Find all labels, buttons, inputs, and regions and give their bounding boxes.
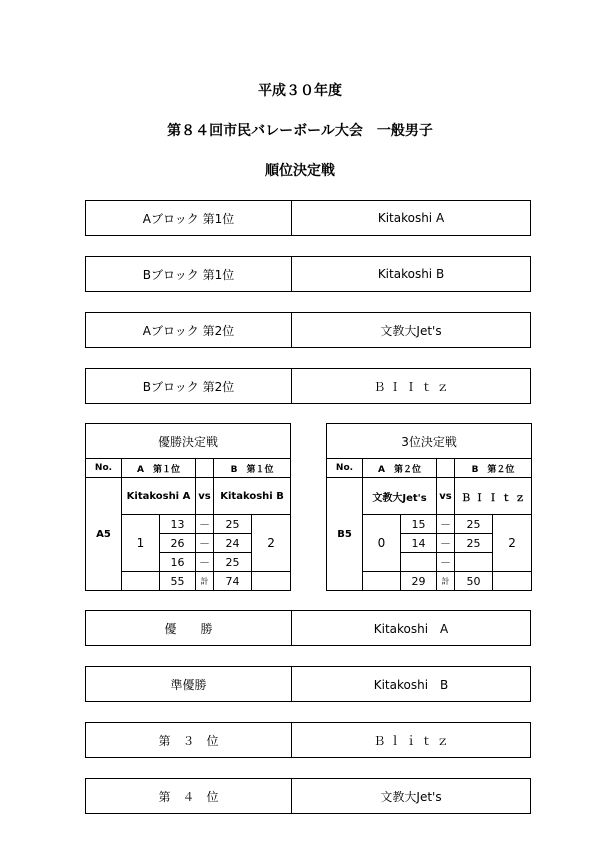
team-a-header: A 第１位 — [122, 459, 196, 478]
spacer-cell — [196, 459, 214, 478]
set-separator: － — [437, 553, 455, 572]
set-score-a — [401, 553, 437, 572]
vs-label: vs — [196, 478, 214, 515]
section-title: 順位決定戦 — [265, 163, 335, 179]
team-b-header: B 第１位 — [214, 459, 291, 478]
team-a-header: A 第２位 — [363, 459, 437, 478]
set-separator: － — [437, 515, 455, 534]
sets-won-b: 2 — [252, 515, 291, 572]
result-row — [85, 722, 531, 758]
set-score-a: 26 — [160, 534, 196, 553]
result-row — [85, 610, 531, 646]
result-label: 優 勝 — [86, 611, 292, 645]
empty-cell — [122, 572, 160, 591]
total-label: 計 — [196, 572, 214, 591]
set-separator: － — [437, 534, 455, 553]
seed-team: Ｂ Ｉ Ｉ ｔ ｚ — [373, 379, 449, 394]
set-separator: － — [196, 534, 214, 553]
set-score-a: 13 — [160, 515, 196, 534]
document-year-title: 平成３０年度 — [258, 83, 342, 99]
set-score-b — [455, 553, 493, 572]
set-score-a: 14 — [401, 534, 437, 553]
seed-row — [85, 200, 531, 236]
result-team: 文教大Jet's — [380, 789, 442, 804]
set-separator: － — [196, 515, 214, 534]
seed-team: Kitakoshi B — [377, 267, 445, 281]
seed-row — [85, 256, 531, 292]
result-row — [85, 778, 531, 814]
third-place-match-table — [326, 423, 532, 591]
result-team: Kitakoshi A — [373, 621, 449, 636]
result-label: 準優勝 — [86, 667, 292, 701]
team-a-name: 文教大Jet's — [363, 478, 437, 515]
set-score-b: 24 — [214, 534, 252, 553]
result-team: Ｂ ｌ ｉ ｔ ｚ — [373, 733, 449, 748]
sets-won-b: 2 — [493, 515, 532, 572]
sets-won-a: 0 — [363, 515, 401, 572]
result-label: 第 ４ 位 — [86, 779, 292, 813]
vs-label: vs — [437, 478, 455, 515]
total-label: 計 — [437, 572, 455, 591]
team-a-name: Kitakoshi A — [122, 478, 196, 515]
empty-cell — [363, 572, 401, 591]
no-header: No. — [86, 459, 122, 478]
empty-cell — [493, 572, 532, 591]
seed-label: Aブロック 第1位 — [86, 201, 292, 235]
total-points-b: 74 — [214, 572, 252, 591]
match-number: B5 — [327, 478, 363, 591]
final-match-title: 優勝決定戦 — [86, 424, 291, 459]
set-score-b: 25 — [455, 534, 493, 553]
result-label: 第 ３ 位 — [86, 723, 292, 757]
team-b-name: Kitakoshi B — [214, 478, 291, 515]
set-score-a: 16 — [160, 553, 196, 572]
no-header: No. — [327, 459, 363, 478]
match-number: A5 — [86, 478, 122, 591]
set-score-b: 25 — [455, 515, 493, 534]
seed-row — [85, 368, 531, 404]
set-score-b: 25 — [214, 515, 252, 534]
final-match-table — [85, 423, 291, 591]
seed-row — [85, 312, 531, 348]
result-row — [85, 666, 531, 702]
set-separator: － — [196, 553, 214, 572]
result-team: Kitakoshi B — [373, 677, 449, 692]
seed-label: Bブロック 第1位 — [86, 257, 292, 291]
seed-team: 文教大Jet's — [380, 323, 442, 338]
set-score-a: 15 — [401, 515, 437, 534]
tournament-title: 第８４回市民バレーボール大会 一般男子 — [167, 123, 433, 139]
third-place-title: 3位決定戦 — [327, 424, 532, 459]
total-points-a: 55 — [160, 572, 196, 591]
set-score-b: 25 — [214, 553, 252, 572]
seed-team: Kitakoshi A — [377, 211, 445, 225]
team-b-header: B 第２位 — [455, 459, 532, 478]
spacer-cell — [437, 459, 455, 478]
seed-label: Bブロック 第2位 — [86, 369, 292, 403]
total-points-a: 29 — [401, 572, 437, 591]
total-points-b: 50 — [455, 572, 493, 591]
seed-label: Aブロック 第2位 — [86, 313, 292, 347]
empty-cell — [252, 572, 291, 591]
sets-won-a: 1 — [122, 515, 160, 572]
team-b-name: Ｂ Ｉ Ｉ ｔ ｚ — [455, 478, 532, 515]
